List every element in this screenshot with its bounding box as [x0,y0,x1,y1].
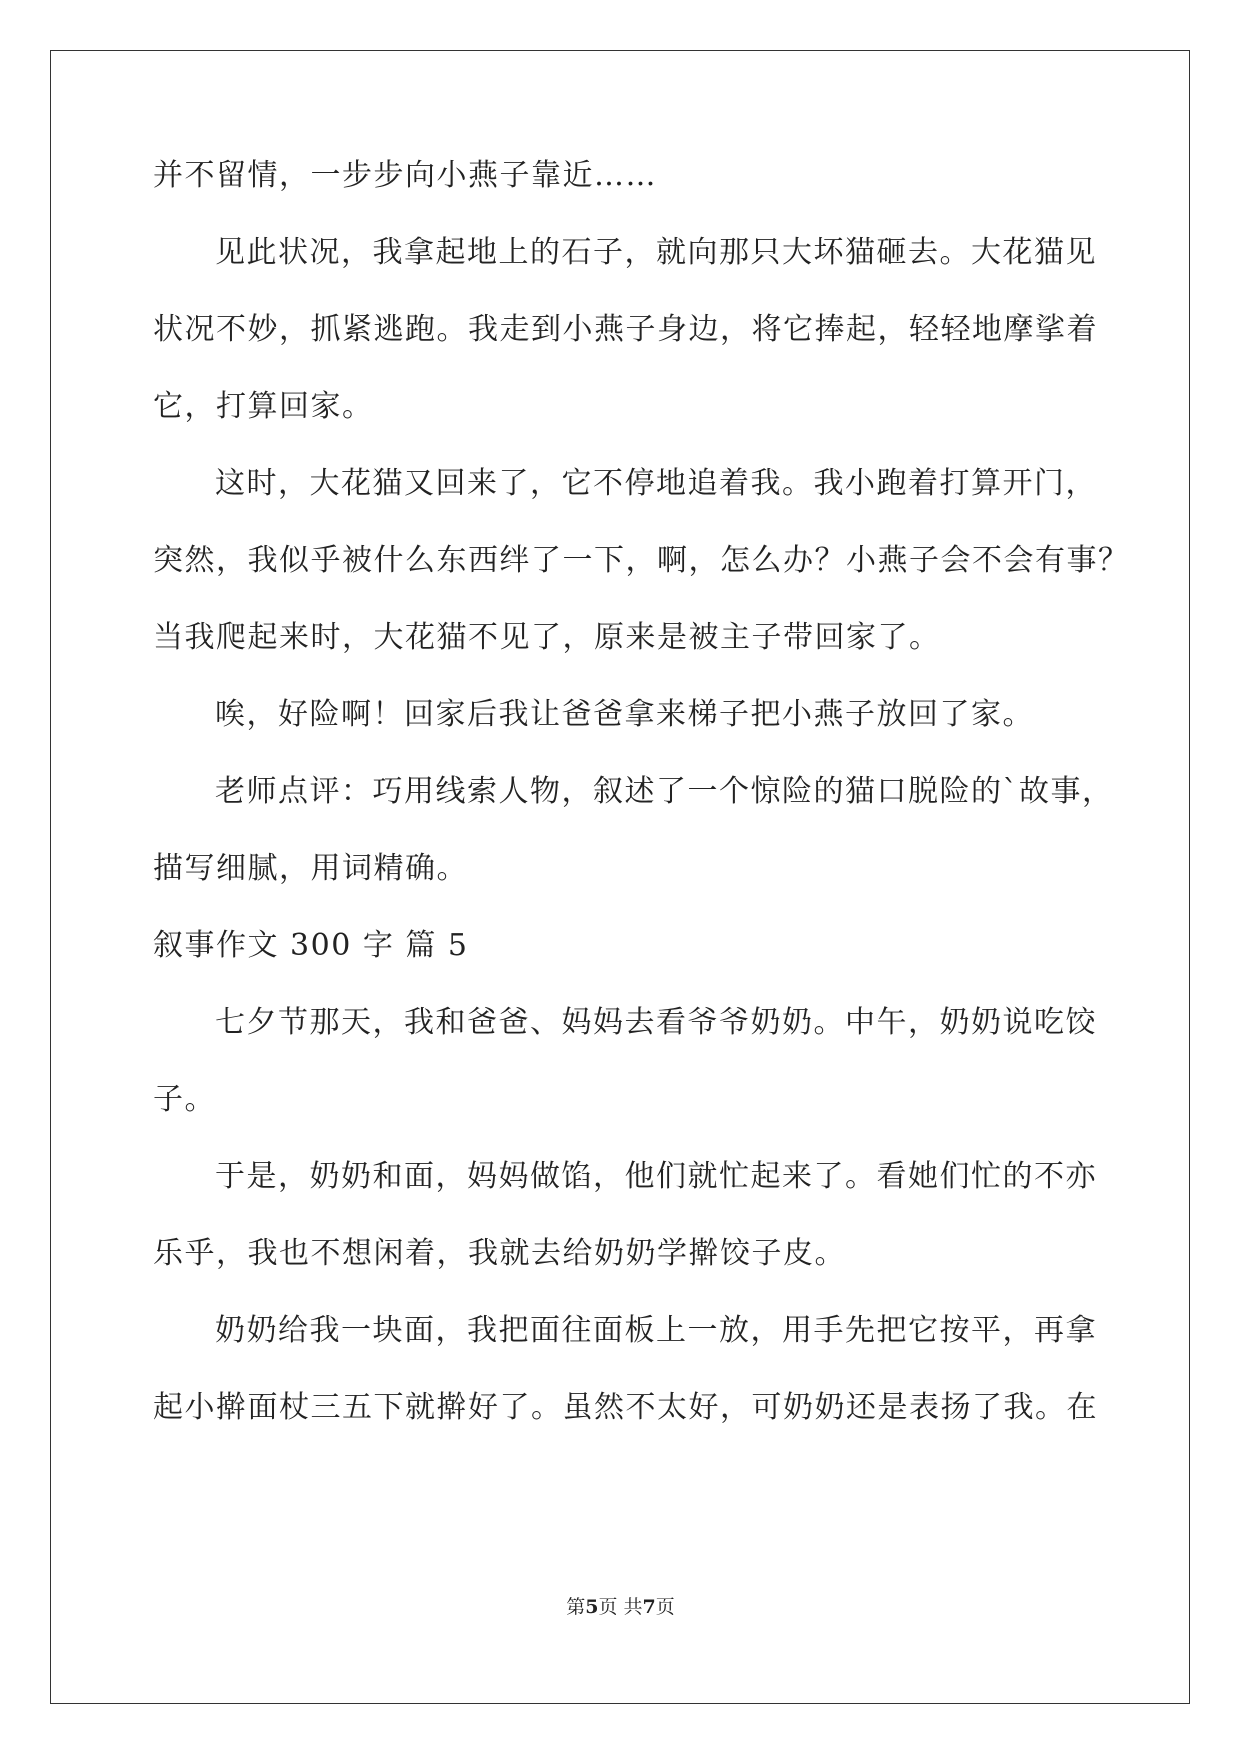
text-line: 并不留情，一步步向小燕子靠近…… [153,158,657,193]
text-line: 状况不妙，抓紧逃跑。我走到小燕子身边，将它捧起，轻轻地摩挲着 [153,312,1098,347]
footer-suffix: 页 [655,1596,675,1618]
text-line: 它，打算回家。 [153,389,374,424]
text-line: 七夕节那天，我和爸爸、妈妈去看爷爷奶奶。中午，奶奶说吃饺 [215,1005,1097,1040]
text-line: 当我爬起来时，大花猫不见了，原来是被主子带回家了。 [153,620,941,655]
text-line: 子。 [153,1082,216,1117]
current-page-number: 5 [585,1596,599,1618]
text-line: 唉，好险啊！回家后我让爸爸拿来梯子把小燕子放回了家。 [215,697,1034,732]
text-line: 乐乎，我也不想闲着，我就去给奶奶学擀饺子皮。 [153,1236,846,1271]
text-line: 于是，奶奶和面，妈妈做馅，他们就忙起来了。看她们忙的不亦 [215,1159,1097,1194]
text-line: 见此状况，我拿起地上的石子，就向那只大坏猫砸去。大花猫见 [215,235,1097,270]
footer-middle: 页 共 [598,1596,643,1618]
text-line: 老师点评：巧用线索人物，叙述了一个惊险的猫口脱险的`故事， [215,774,1114,809]
text-line: 起小擀面杖三五下就擀好了。虽然不太好，可奶奶还是表扬了我。在 [153,1390,1098,1425]
text-line: 这时，大花猫又回来了，它不停地追着我。我小跑着打算开门， [215,466,1097,501]
text-line: 突然，我似乎被什么东西绊了一下，啊，怎么办？小燕子会不会有事？ [153,543,1130,578]
footer-prefix: 第 [566,1596,586,1618]
text-line: 奶奶给我一块面，我把面往面板上一放，用手先把它按平，再拿 [215,1313,1097,1348]
text-line: 描写细腻，用词精确。 [153,851,468,886]
section-heading: 叙事作文 300 字 篇 5 [153,928,469,963]
total-page-count: 7 [642,1596,656,1618]
page-footer [0,1595,1241,1619]
